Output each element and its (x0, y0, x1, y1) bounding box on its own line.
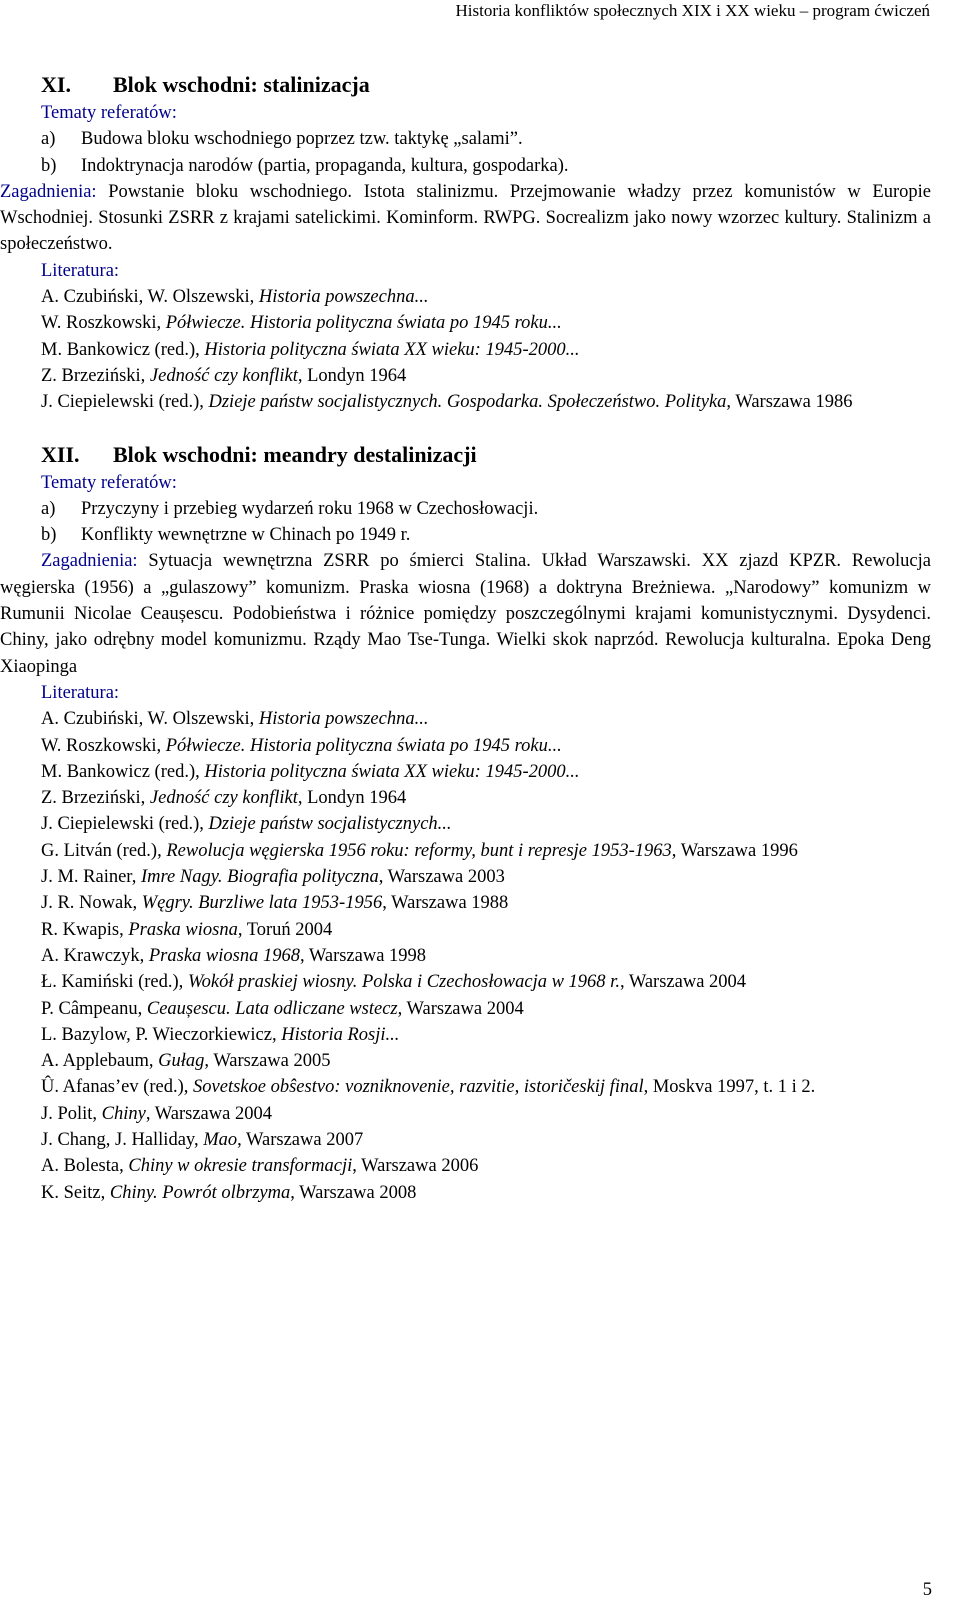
topic-list (41, 126, 931, 179)
literature-item (41, 943, 931, 969)
topic-marker: a) (41, 129, 56, 150)
document-body (0, 70, 931, 1206)
lit-author: Z. Brzeziński, (41, 788, 150, 809)
literature-item (41, 1180, 931, 1206)
lit-author: R. Kwapis, (41, 919, 129, 940)
literature-list (41, 706, 931, 1206)
literature-item (0, 1074, 931, 1100)
topic-list (41, 496, 931, 549)
lit-rest: , Warszawa 2004 (397, 998, 524, 1019)
section-xi (0, 70, 931, 416)
topic-marker: b) (41, 525, 57, 546)
section-xii (0, 440, 931, 1206)
topic-text: Konflikty wewnętrzne w Chinach po 1949 r. (81, 525, 411, 546)
running-header: Historia konfliktów społecznych XIX i XX wieku – program ćwiczeń (455, 1, 930, 20)
lit-rest: , Londyn 1964 (297, 365, 407, 386)
literature-item (41, 890, 931, 916)
literature-item (41, 785, 931, 811)
lit-author: A. Krawczyk, (41, 945, 149, 966)
lit-rest: , Warszawa 1988 (382, 893, 509, 914)
lit-title: Półwiecze. Historia polityczna świata po 1945 roku... (165, 735, 562, 756)
issues-text: Powstanie bloku wschodniego. Istota stalinizmu. Przejmowanie władzy przez komunistów w Europie Wschodniej. Stosunki ZSRR z krajami satelickimi. Kominform. RWPG. Socrealizm jako nowy wzorzec kultury. Stalinizm a społeczeństwo. (0, 181, 931, 255)
lit-rest: , Warszawa 2004 (619, 972, 747, 993)
literature-item (41, 1153, 931, 1179)
lit-author: Ł. Kamiński (red.), (41, 972, 188, 993)
lit-author: W. Roszkowski, (41, 313, 166, 334)
lit-author: Û. Afanas’ev (red.), (41, 1077, 194, 1098)
literature-item (41, 811, 931, 837)
lit-rest: , Moskva 1997, t. 1 i 2. (643, 1077, 816, 1098)
lit-title: Chiny. Powrót olbrzyma (109, 1182, 291, 1203)
lit-author: J. Polit, (41, 1103, 102, 1124)
lit-title: Historia powszechna... (258, 709, 429, 730)
literature-label: Literatura: (41, 682, 120, 703)
lit-author: L. Bazylow, P. Wieczorkiewicz, (41, 1024, 282, 1045)
literature-item (41, 337, 931, 363)
literature-item (41, 1101, 931, 1127)
section-heading (41, 70, 931, 100)
lit-rest: , Warszawa 1998 (299, 945, 427, 966)
topic-marker: a) (41, 498, 56, 519)
lit-author: J. M. Rainer, (41, 867, 141, 888)
lit-title: Półwiecze. Historia polityczna świata po 1945 roku... (165, 313, 562, 334)
literature-item (41, 310, 931, 336)
lit-title: Mao (203, 1129, 238, 1150)
literature-item (41, 363, 931, 389)
topic-marker: b) (41, 155, 57, 176)
lit-title: Jedność czy konflikt (149, 788, 298, 809)
literature-item (41, 864, 931, 890)
issues-paragraph (0, 179, 931, 258)
lit-author: A. Applebaum, (41, 1051, 159, 1072)
lit-title: Praska wiosna 1968 (148, 945, 300, 966)
lit-author: J. Ciepielewski (red.), (41, 392, 209, 413)
lit-rest: , Warszawa 1986 (726, 392, 853, 413)
literature-item (41, 284, 931, 310)
lit-title: Chiny w okresie transformacji (128, 1156, 353, 1177)
topics-label: Tematy referatów: (41, 103, 177, 123)
topic-item (41, 126, 931, 152)
lit-author: A. Bolesta, (41, 1156, 129, 1177)
lit-author: P. Câmpeanu, (41, 998, 147, 1019)
topic-item (41, 496, 931, 522)
section-heading (41, 440, 931, 470)
lit-author: K. Seitz, (41, 1182, 110, 1203)
lit-title: Imre Nagy. Biografia polityczna (140, 867, 379, 888)
literature-item (41, 706, 931, 732)
lit-title: Sovetskoe obŝestvo: vozniknovenie, razvitie, istoričeskij final (193, 1077, 644, 1098)
lit-author: J. Chang, J. Halliday, (41, 1129, 204, 1150)
lit-title: Historia Rosji... (281, 1024, 400, 1045)
lit-title: Jedność czy konflikt (149, 365, 298, 386)
topic-item (41, 522, 931, 548)
lit-author: M. Bankowicz (red.), (41, 339, 205, 360)
literature-item (41, 733, 931, 759)
literature-list (41, 284, 931, 415)
literature-item (41, 969, 931, 995)
lit-rest: , Warszawa 1996 (671, 840, 798, 861)
issues-text: Sytuacja wewnętrzna ZSRR po śmierci Stalina. Układ Warszawski. XX zjazd KPZR. Rewolucja węgierska (1956) a „gulaszowy” komunizm. Praska wiosna (1968) a doktryna Breżniewa. „Narodowy” komunizm w Rumunii Nicolae Ceaușescu. Podobieństwa i różnice pomiędzy poszczególnymi krajami komunistycznymi. Dysydenci. Chiny, jako odrębny model komunizmu. Rządy Mao Tse-Tunga. Wielki skok naprzód. Rewolucja kulturalna. Epoka Deng Xiaopinga (0, 551, 931, 677)
literature-item (41, 996, 931, 1022)
lit-author: A. Czubiński, W. Olszewski, (41, 287, 259, 308)
section-number: XI. (41, 72, 71, 97)
lit-author: J. R. Nowak, (41, 893, 142, 914)
lit-title: Węgry. Burzliwe lata 1953-1956 (141, 893, 383, 914)
lit-author: Z. Brzeziński, (41, 365, 150, 386)
lit-rest: , Warszawa 2005 (204, 1051, 331, 1072)
topic-text: Przyczyny i przebieg wydarzeń roku 1968 w Czechosłowacji. (81, 498, 539, 519)
issues-label: Zagadnienia: (0, 181, 97, 202)
lit-author: W. Roszkowski, (41, 735, 166, 756)
topics-label: Tematy referatów: (41, 472, 177, 493)
issues-paragraph (0, 548, 931, 679)
lit-rest: , Warszawa 2003 (378, 867, 505, 888)
lit-rest: , Warszawa 2006 (352, 1156, 479, 1177)
lit-author: G. Litván (red.), (41, 840, 167, 861)
lit-author: A. Czubiński, W. Olszewski, (41, 709, 259, 730)
lit-title: Historia powszechna... (258, 287, 429, 308)
literature-label: Literatura: (41, 260, 120, 281)
lit-title: Chiny (101, 1103, 146, 1124)
section-title: Blok wschodni: meandry destalinizacji (113, 441, 477, 467)
literature-item (41, 917, 931, 943)
section-number: XII. (41, 441, 80, 467)
topic-text: Indoktrynacja narodów (partia, propaganda, kultura, gospodarka). (81, 155, 569, 176)
literature-item (41, 759, 931, 785)
literature-item (0, 838, 931, 864)
lit-title: Praska wiosna (128, 919, 238, 940)
lit-title: Dzieje państw socjalistycznych... (208, 814, 452, 835)
lit-rest: , Warszawa 2007 (237, 1129, 364, 1150)
lit-title: Historia polityczna świata XX wieku: 1945-2000... (204, 761, 580, 782)
literature-item (41, 1048, 931, 1074)
page-number: 5 (922, 1580, 932, 1600)
lit-rest: , Warszawa 2004 (145, 1103, 272, 1124)
lit-author: M. Bankowicz (red.), (41, 761, 205, 782)
lit-title: Rewolucja węgierska 1956 roku: reformy, bunt i represje 1953-1963 (166, 840, 672, 861)
lit-title: Ceaușescu. Lata odliczane wstecz (146, 998, 398, 1019)
literature-item (41, 1022, 931, 1048)
lit-rest: , Toruń 2004 (237, 919, 333, 940)
lit-title: Historia polityczna świata XX wieku: 1945-2000... (204, 339, 580, 360)
lit-author: J. Ciepielewski (red.), (41, 814, 209, 835)
topic-text: Budowa bloku wschodniego poprzez tzw. taktykę „salami”. (81, 129, 523, 150)
lit-title: Dzieje państw socjalistycznych. Gospodarka. Społeczeństwo. Polityka (208, 392, 727, 413)
literature-item (0, 389, 931, 415)
literature-item (41, 1127, 931, 1153)
lit-rest: , Warszawa 2008 (290, 1182, 417, 1203)
issues-label: Zagadnienia: (41, 551, 138, 572)
lit-title: Wokół praskiej wiosny. Polska i Czechosłowacja w 1968 r. (187, 972, 620, 993)
section-title: Blok wschodni: stalinizacja (113, 72, 370, 97)
lit-title: Gułag (158, 1051, 205, 1072)
topic-item (41, 153, 931, 179)
lit-rest: , Londyn 1964 (297, 788, 407, 809)
